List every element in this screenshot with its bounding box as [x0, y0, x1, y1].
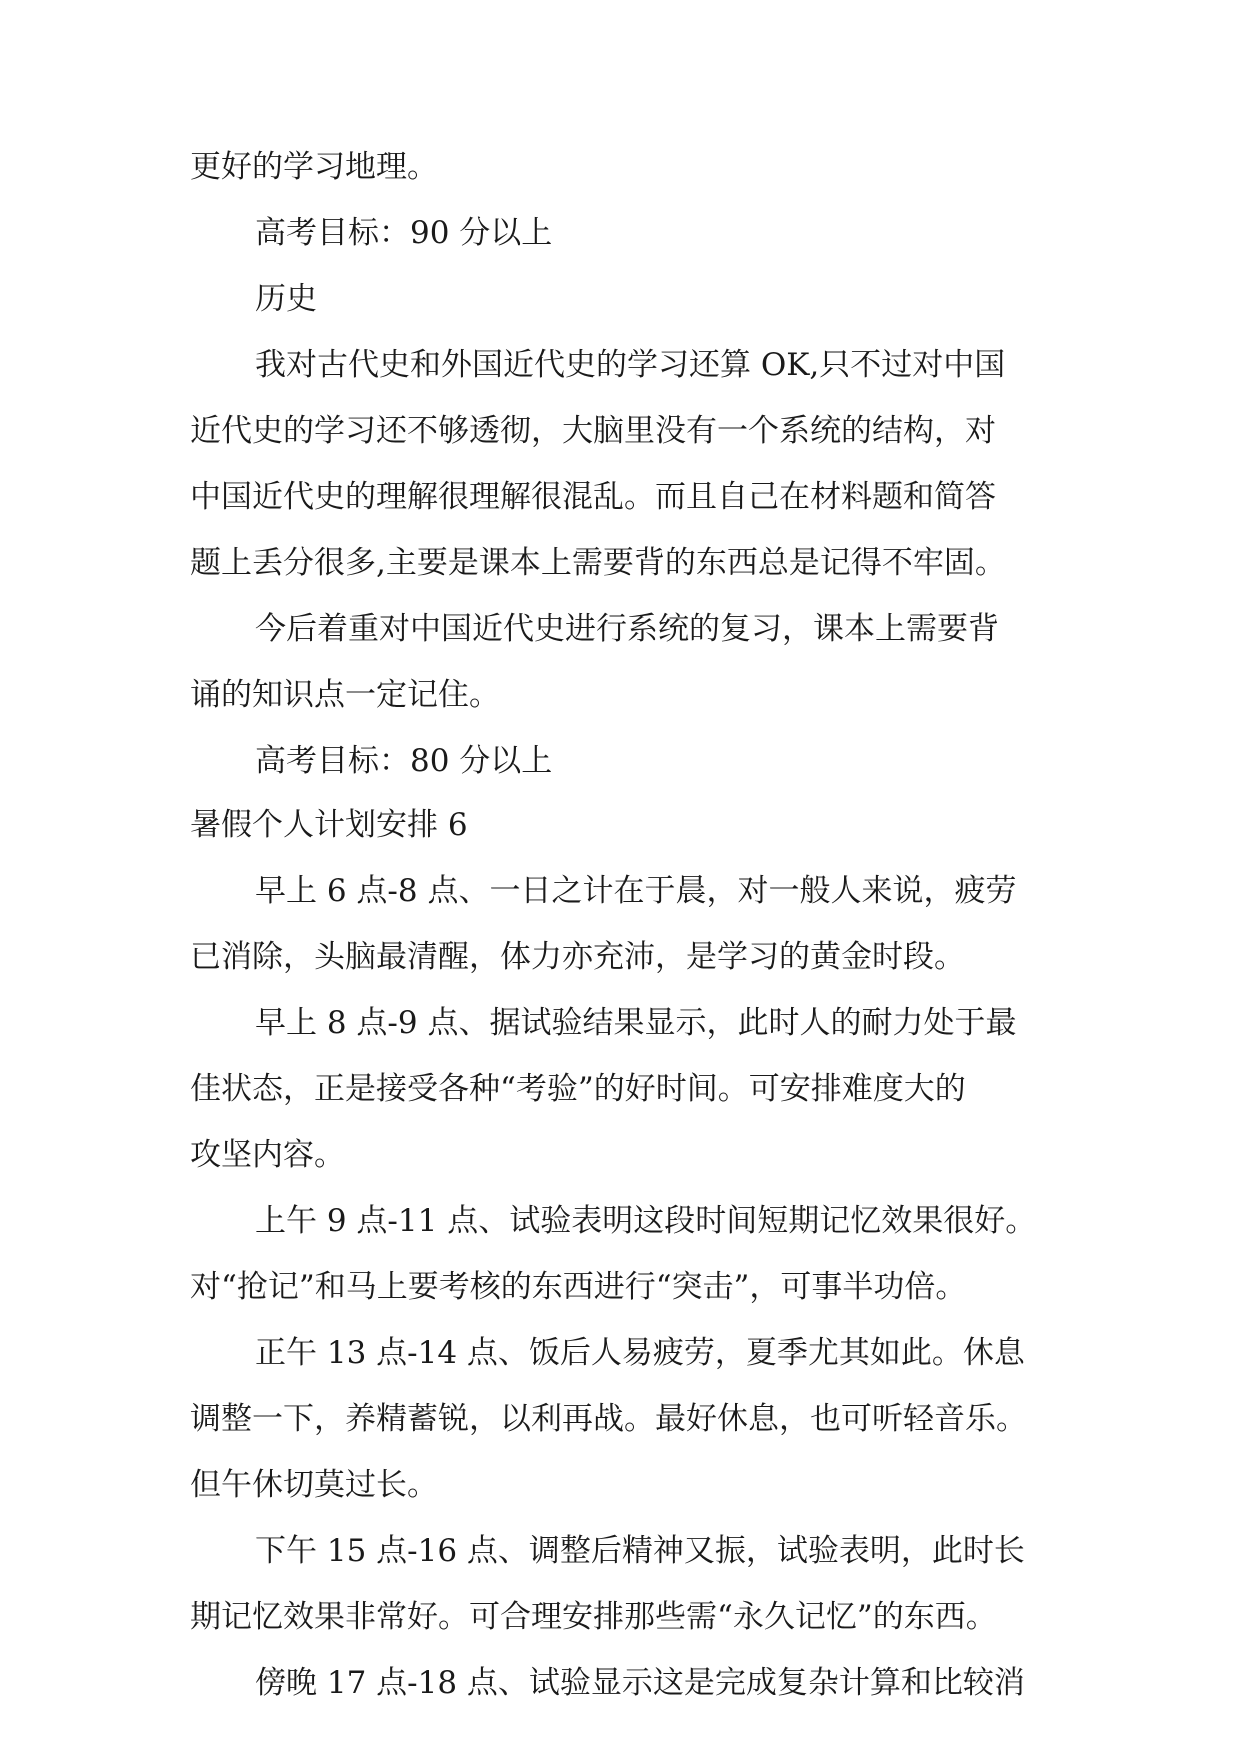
paragraph-line: 上午 9 点-11 点、试验表明这段时间短期记忆效果很好。	[255, 1203, 1037, 1239]
paragraph-line: 期记忆效果非常好。可合理安排那些需“永久记忆”的东西。	[190, 1599, 997, 1635]
paragraph-line: 我对古代史和外国近代史的学习还算 OK,只不过对中国	[255, 347, 1006, 383]
paragraph-line: 对“抢记”和马上要考核的东西进行“突击”，可事半功倍。	[190, 1269, 967, 1305]
paragraph-line: 已消除，头脑最清醒，体力亦充沛，是学习的黄金时段。	[190, 939, 965, 975]
paragraph-line: 中国近代史的理解很理解很混乱。而且自己在材料题和简答	[190, 479, 996, 515]
exam-goal-geography: 高考目标：90 分以上	[255, 215, 553, 251]
paragraph-line: 下午 15 点-16 点、调整后精神又振，试验表明，此时长	[255, 1533, 1025, 1569]
paragraph-line: 题上丢分很多,主要是课本上需要背的东西总是记得不牢固。	[190, 545, 1006, 581]
paragraph-line: 早上 6 点-8 点、一日之计在于晨，对一般人来说，疲劳	[255, 873, 1017, 909]
paragraph-line: 但午休切莫过长。	[190, 1467, 438, 1503]
paragraph-line: 佳状态，正是接受各种“考验”的好时间。可安排难度大的	[190, 1071, 966, 1107]
paragraph-line: 今后着重对中国近代史进行系统的复习，课本上需要背	[255, 611, 999, 647]
paragraph-line: 攻坚内容。	[190, 1137, 345, 1173]
paragraph-line: 傍晚 17 点-18 点、试验显示这是完成复杂计算和比较消	[255, 1665, 1025, 1701]
paragraph-line: 更好的学习地理。	[190, 149, 438, 185]
exam-goal-history: 高考目标：80 分以上	[255, 743, 553, 779]
section-title-summer-plan: 暑假个人计划安排 6	[190, 807, 468, 843]
paragraph-line: 调整一下，养精蓄锐，以利再战。最好休息，也可听轻音乐。	[190, 1401, 1027, 1437]
section-heading-history: 历史	[255, 281, 317, 317]
paragraph-line: 诵的知识点一定记住。	[190, 677, 500, 713]
paragraph-line: 近代史的学习还不够透彻，大脑里没有一个系统的结构，对	[190, 413, 996, 449]
paragraph-line: 正午 13 点-14 点、饭后人易疲劳，夏季尤其如此。休息	[255, 1335, 1025, 1371]
paragraph-line: 早上 8 点-9 点、据试验结果显示，此时人的耐力处于最	[255, 1005, 1017, 1041]
